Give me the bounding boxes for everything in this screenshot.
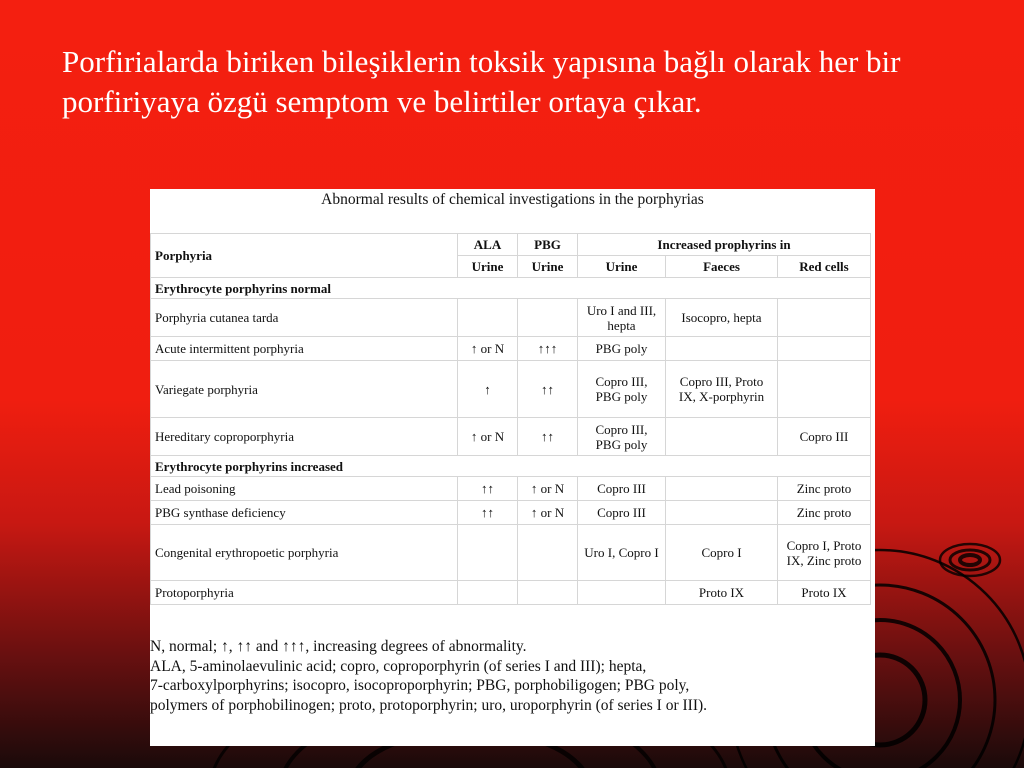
cell-red-cells: Zinc proto <box>778 477 871 501</box>
cell-faeces <box>666 477 778 501</box>
header-urine-pbg: Urine <box>518 256 578 278</box>
rings-right-small <box>940 544 1000 576</box>
table-row <box>151 299 871 337</box>
table-panel <box>150 189 875 746</box>
cell-porphyria: Congenital erythropoetic porphyria <box>151 525 458 581</box>
header-urine: Urine <box>578 256 666 278</box>
slide-heading: Porfirialarda biriken bileşiklerin toksik yapısına bağlı olarak her bir porfiriyaya özgü semptom ve belirtiler ortaya çıkar. <box>62 44 901 119</box>
cell-faeces <box>666 418 778 456</box>
cell-red-cells: Copro III <box>778 418 871 456</box>
cell-pbg <box>518 525 578 581</box>
table-title: Abnormal results of chemical investigations in the porphyrias <box>321 191 704 208</box>
cell-faeces: Isocopro, hepta <box>666 299 778 337</box>
cell-urine: Uro I, Copro I <box>578 525 666 581</box>
cell-faeces: Copro I <box>666 525 778 581</box>
header-pbg: PBG <box>518 234 578 256</box>
cell-red-cells: Proto IX <box>778 581 871 605</box>
cell-porphyria: Hereditary coproporphyria <box>151 418 458 456</box>
cell-pbg: ↑↑ <box>518 418 578 456</box>
cell-faeces <box>666 501 778 525</box>
section-increased: Erythrocyte porphyrins increased <box>151 456 871 477</box>
cell-pbg <box>518 581 578 605</box>
cell-porphyria: Porphyria cutanea tarda <box>151 299 458 337</box>
table-row <box>151 525 871 581</box>
cell-faeces: Copro III, Proto IX, X-porphyrin <box>666 361 778 418</box>
header-urine-ala: Urine <box>458 256 518 278</box>
cell-porphyria: Variegate porphyria <box>151 361 458 418</box>
footnote-line: ALA, 5-aminolaevulinic acid; copro, coproporphyrin (of series I and III); hepta, <box>150 657 647 675</box>
table-row <box>151 501 871 525</box>
cell-pbg: ↑ or N <box>518 501 578 525</box>
cell-ala: ↑↑ <box>458 501 518 525</box>
cell-urine: Copro III, PBG poly <box>578 361 666 418</box>
cell-urine: PBG poly <box>578 337 666 361</box>
table-row <box>151 477 871 501</box>
footnote-line: 7-carboxylporphyrins; isocopro, isocoproporphyrin; PBG, porphobiligogen; PBG poly, <box>150 677 690 694</box>
cell-ala: ↑ or N <box>458 418 518 456</box>
cell-urine: Uro I and III, hepta <box>578 299 666 337</box>
cell-pbg: ↑↑ <box>518 361 578 418</box>
cell-red-cells: Copro I, Proto IX, Zinc proto <box>778 525 871 581</box>
header-increased: Increased prophyrins in <box>578 234 871 256</box>
header-porphyria: Porphyria <box>151 234 458 278</box>
table-row <box>151 418 871 456</box>
header-ala: ALA <box>458 234 518 256</box>
table-row <box>151 361 871 418</box>
footnote-line: N, normal; ↑, ↑↑ and ↑↑↑, increasing degrees of abnormality. <box>150 638 527 655</box>
cell-red-cells: Zinc proto <box>778 501 871 525</box>
cell-urine: Copro III <box>578 477 666 501</box>
cell-ala <box>458 299 518 337</box>
cell-ala: ↑ or N <box>458 337 518 361</box>
table-header-row-1 <box>151 234 871 256</box>
cell-ala <box>458 525 518 581</box>
header-faeces: Faeces <box>666 256 778 278</box>
cell-red-cells <box>778 361 871 418</box>
cell-pbg: ↑ or N <box>518 477 578 501</box>
footnote-line: polymers of porphobilinogen; proto, protoporphyrin; uro, uroporphyrin (of series I or III). <box>150 696 708 714</box>
table-footnotes <box>150 637 870 715</box>
section-normal: Erythrocyte porphyrins normal <box>151 278 871 299</box>
cell-ala: ↑↑ <box>458 477 518 501</box>
header-red-cells: Red cells <box>778 256 871 278</box>
cell-faeces: Proto IX <box>666 581 778 605</box>
cell-ala <box>458 581 518 605</box>
cell-ala: ↑ <box>458 361 518 418</box>
cell-pbg: ↑↑↑ <box>518 337 578 361</box>
table-row <box>151 581 871 605</box>
cell-urine: Copro III, PBG poly <box>578 418 666 456</box>
section-row <box>151 456 871 477</box>
cell-pbg <box>518 299 578 337</box>
cell-faeces <box>666 337 778 361</box>
cell-urine <box>578 581 666 605</box>
porphyria-results-table <box>150 233 871 605</box>
cell-porphyria: Protoporphyria <box>151 581 458 605</box>
cell-urine: Copro III <box>578 501 666 525</box>
cell-porphyria: Acute intermittent porphyria <box>151 337 458 361</box>
cell-porphyria: Lead poisoning <box>151 477 458 501</box>
cell-red-cells <box>778 337 871 361</box>
table-row <box>151 337 871 361</box>
cell-porphyria: PBG synthase deficiency <box>151 501 458 525</box>
section-row <box>151 278 871 299</box>
cell-red-cells <box>778 299 871 337</box>
